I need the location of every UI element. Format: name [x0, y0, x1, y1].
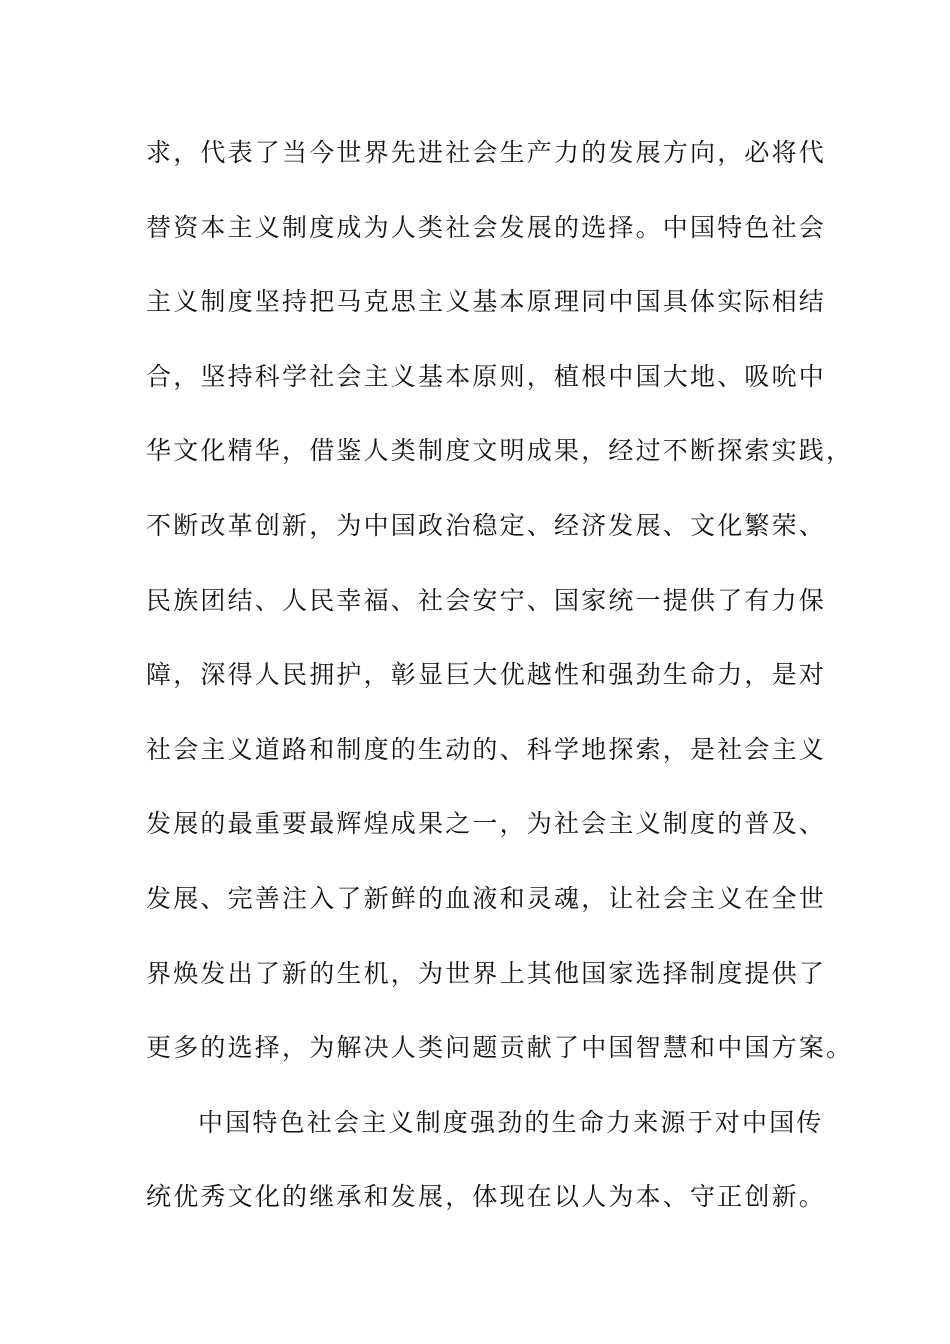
- text-line: 合，坚持科学社会主义基本原则，植根中国大地、吸吮中: [146, 361, 827, 391]
- text-line: 发展的最重要最辉煌成果之一，为社会主义制度的普及、: [146, 809, 827, 839]
- text-line: 华文化精华，借鉴人类制度文明成果，经过不断探索实践，: [146, 436, 854, 466]
- body-text: [146, 125, 854, 1244]
- text-line: 不断改革创新，为中国政治稳定、经济发展、文化繁荣、: [146, 510, 827, 540]
- text-line: 统优秀文化的继承和发展，体现在以人为本、守正创新。: [146, 1182, 827, 1212]
- text-line: 发展、完善注入了新鲜的血液和灵魂，让社会主义在全世: [146, 883, 827, 913]
- text-line: 障，深得人民拥护，彰显巨大优越性和强劲生命力，是对: [146, 660, 827, 690]
- text-line: 更多的选择，为解决人类问题贡献了中国智慧和中国方案。: [146, 1033, 854, 1063]
- text-line: 社会主义道路和制度的生动的、科学地探索，是社会主义: [146, 734, 827, 764]
- paragraph-start-line: 中国特色社会主义制度强劲的生命力来源于对中国传: [198, 1107, 824, 1137]
- text-line: 主义制度坚持把马克思主义基本原理同中国具体实际相结: [146, 287, 827, 317]
- text-line: 求，代表了当今世界先进社会生产力的发展方向，必将代: [146, 138, 827, 167]
- text-line: 替资本主义制度成为人类社会发展的选择。中国特色社会: [146, 212, 827, 242]
- text-line: 界焕发出了新的生机，为世界上其他国家选择制度提供了: [146, 958, 827, 988]
- text-line: 民族团结、人民幸福、社会安宁、国家统一提供了有力保: [146, 585, 827, 615]
